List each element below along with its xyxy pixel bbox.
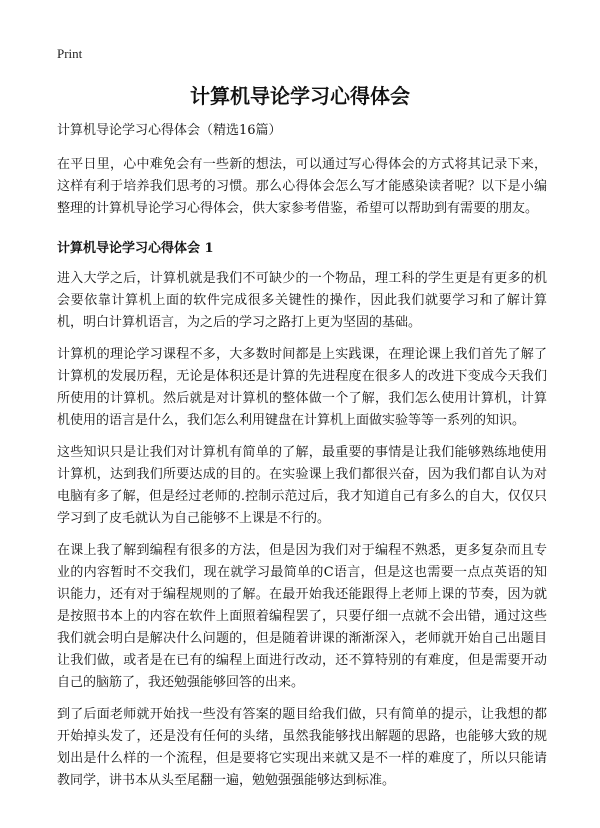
document-title: 计算机导论学习心得体会	[190, 84, 410, 108]
document-body	[57, 120, 547, 802]
body-paragraph-4: 在课上我了解到编程有很多的方法，但是因为我们对于编程不熟悉，更多复杂而且专业的内容暂时不交我们，现在就学习最简单的C语言，但是这也需要一点点英语的知识能力，还有对于编程规则的了解。在最开始我还能跟得上老师上课的节奏，因为就是按照书本上的内容在软件上面照着编程罢了，只要仔细一点就不会出错，通过这些我们就会明白是解决什么问题的，但是随着讲课的渐渐深入，老师就开始自己出题目让我们做，或者是在已有的编程上面进行改动，还不算特别的有难度，但是需要开动自己的脑筋了，我还勉强能够回答的出来。	[57, 543, 547, 690]
body-paragraph-1: 进入大学之后，计算机就是我们不可缺少的一个物品，理工科的学生更是有更多的机会要依靠计算机上面的软件完成很多关键性的操作，因此我们就要学习和了解计算机，明白计算机语言，为之后的学习之路打上更为坚固的基础。	[57, 271, 547, 330]
body-paragraph-2: 计算机的理论学习课程不多，大多数时间都是上实践课，在理论课上我们首先了解了计算机的发展历程，无论是体积还是计算的先进程度在很多人的改进下变成今天我们所使用的计算机。然后就是对计算机的整体做一个了解，我们怎么使用计算机，计算机使用的语言是什么，我们怎么利用键盘在计算机上面做实验等等一系列的知识。	[57, 347, 547, 428]
body-paragraph-3: 这些知识只是让我们对计算机有简单的了解，最重要的事情是让我们能够熟练地使用计算机，达到我们所要达成的目的。在实验课上我们都很兴奋，因为我们都自认为对电脑有多了解，但是经过老师的.控制示范过后，我才知道自己有多么的自大，仅仅只学习到了皮毛就认为自己能够不上课是不行的。	[57, 445, 547, 526]
document-subtitle: 计算机导论学习心得体会（精选16篇）	[57, 123, 282, 138]
print-link[interactable]: Print	[57, 46, 83, 61]
body-paragraph-5: 到了后面老师就开始找一些没有答案的题目给我们做，只有简单的提示，让我想的都开始掉头发了，还是没有任何的头绪，虽然我能够找出解题的思路，也能够大致的规划出是什么样的一个流程，但是要将它实现出来就又是不一样的难度了，所以只能请教同学，讲书本从头至尾翻一遍，勉勉强强能够达到标准。	[57, 707, 547, 788]
section-heading: 计算机导论学习心得体会 1	[57, 241, 214, 256]
intro-paragraph: 在平日里，心中难免会有一些新的想法，可以通过写心得体会的方式将其记录下来，这样有利于培养我们思考的习惯。那么心得体会怎么写才能感染读者呢？以下是小编整理的计算机导论学习心得体会，供大家参考借鉴，希望可以帮助到有需要的朋友。	[57, 157, 547, 216]
